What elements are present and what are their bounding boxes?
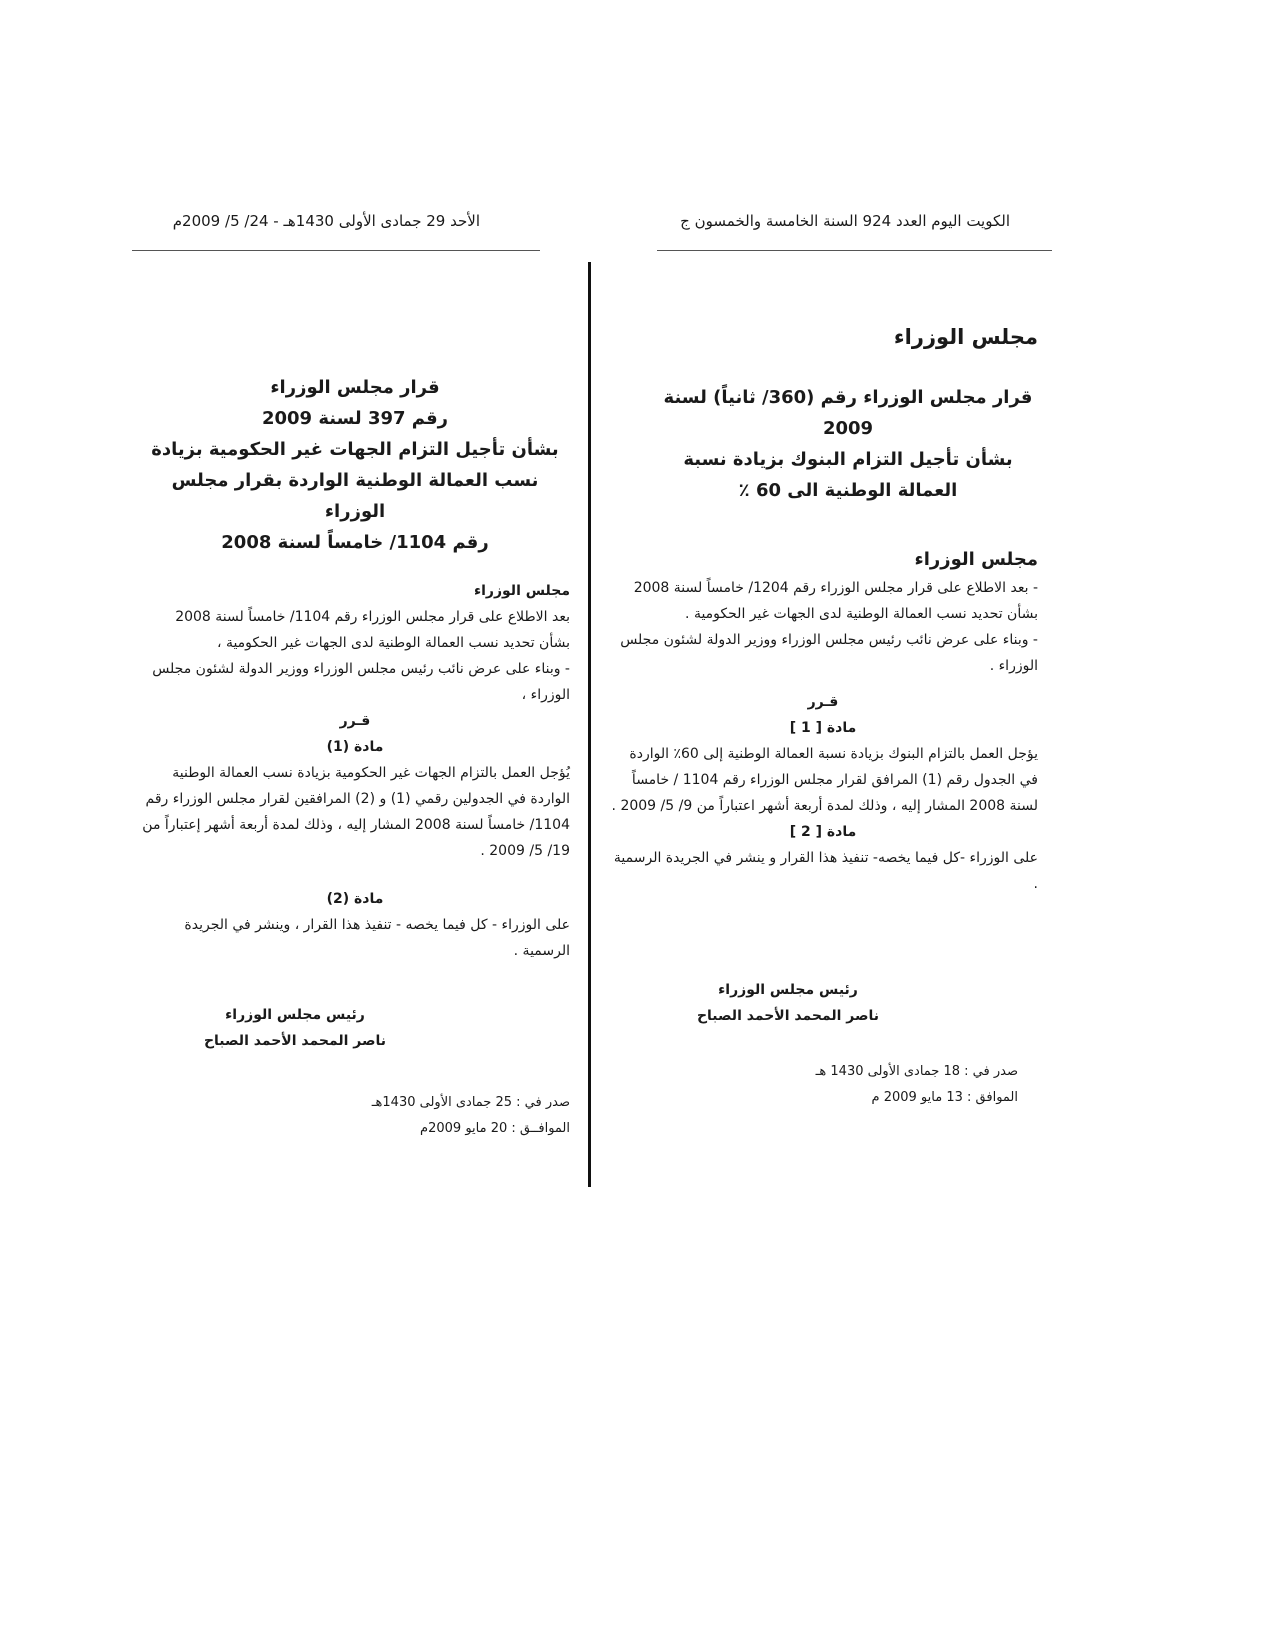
signature-block	[688, 977, 888, 1029]
gazette-date-header: الأحد 29 جمادى الأولى 1430هـ - 24/ 5/ 2009م	[172, 212, 480, 230]
preamble-paragraph: - بعد الاطلاع على قرار مجلس الوزراء رقم 1204/ خامساً لسنة 2008 بشأن تحديد نسب العمالة الوطنية لدى الجهات غير الحكومية .	[633, 580, 1038, 622]
section-heading: مجلس الوزراء	[893, 325, 1038, 349]
issued-hijri: صدر في : 18 جمادى الأولى 1430 هـ	[815, 1064, 1018, 1079]
article-heading: مادة (2)	[326, 891, 384, 907]
article-heading: مادة [ 2 ]	[789, 824, 857, 840]
article-text: على الوزراء -كل فيما يخصه- تنفيذ هذا القرار و ينشر في الجريدة الرسمية .	[613, 850, 1038, 892]
article-text: يُؤجل العمل بالتزام الجهات غير الحكومية بزيادة نسب العمالة الوطنية الواردة في الجدولين رقمي (1) و (2) المرافقين لقرار مجلس الوزراء رقم 1104/ خامساً لسنة 2008 المشار إليه ، وذلك لمدة أربعة أشهر إعتباراً من 19/ 5/ 2009 .	[142, 765, 570, 859]
issued-gregorian: الموافق : 13 مايو 2009 م	[871, 1090, 1018, 1105]
decision-title-block	[140, 372, 570, 558]
decision-subject-line: رقم 1104/ خامساً لسنة 2008	[221, 532, 489, 553]
signature-title: رئيس مجلس الوزراء	[225, 1007, 365, 1023]
preamble-paragraph: بعد الاطلاع على قرار مجلس الوزراء رقم 1104/ خامساً لسنة 2008 بشأن تحديد نسب العمالة الوطنية لدى الجهات غير الحكومية ،	[175, 609, 570, 651]
article-heading: مادة (1)	[326, 739, 384, 755]
header-rule-right	[657, 250, 1052, 251]
signature-name: ناصر المحمد الأحمد الصباح	[696, 1008, 880, 1024]
signature-block	[195, 1002, 395, 1054]
decided-label: قـرر	[339, 713, 371, 729]
article-text: يؤجل العمل بالتزام البنوك بزيادة نسبة العمالة الوطنية إلى 60٪ الواردة في الجدول رقم (1) المرافق لقرار مجلس الوزراء رقم 1104 / خامساً لسنة 2008 المشار إليه ، وذلك لمدة أربعة أشهر اعتباراً من 9/ 5/ 2009 .	[611, 746, 1038, 814]
article-heading: مادة [ 1 ]	[789, 720, 857, 736]
decision-subject-line: بشأن تأجيل التزام الجهات غير الحكومية بزيادة	[151, 439, 559, 460]
issue-date-block	[608, 1059, 1018, 1111]
council-heading: مجلس الوزراء	[473, 583, 570, 599]
gazette-issue-header: الكويت اليوم العدد 924 السنة الخامسة والخمسون ج	[680, 212, 1010, 230]
left-column	[140, 372, 570, 1142]
column-divider	[588, 262, 591, 1187]
signature-name: ناصر المحمد الأحمد الصباح	[203, 1033, 387, 1049]
issued-gregorian: الموافــق : 20 مايو 2009م	[420, 1121, 570, 1136]
article-text: على الوزراء - كل فيما يخصه - تنفيذ هذا القرار ، وينشر في الجريدة الرسمية .	[184, 917, 570, 959]
decision-number: رقم 397 لسنة 2009	[261, 408, 449, 429]
issue-date-block	[140, 1090, 570, 1142]
decision-subject-line: نسب العمالة الوطنية الواردة بقرار مجلس الوزراء	[171, 470, 539, 522]
issued-hijri: صدر في : 25 جمادى الأولى 1430هـ	[371, 1095, 570, 1110]
decision-title-block	[658, 382, 1038, 506]
decision-subject-line: بشأن تأجيل التزام البنوك بزيادة نسبة	[683, 449, 1013, 470]
council-heading: مجلس الوزراء	[914, 549, 1038, 570]
decided-label: قـرر	[807, 694, 839, 710]
decision-title: قرار مجلس الوزراء رقم (360/ ثانياً) لسنة 2009	[663, 387, 1033, 439]
header-rule-left	[132, 250, 540, 251]
signature-title: رئيس مجلس الوزراء	[718, 982, 858, 998]
decision-subject-line: العمالة الوطنية الى 60 ٪	[738, 480, 958, 501]
decision-title: قرار مجلس الوزراء	[270, 377, 440, 398]
preamble-paragraph: - وبناء على عرض نائب رئيس مجلس الوزراء ووزير الدولة لشئون مجلس الوزراء .	[620, 632, 1038, 674]
preamble-paragraph: - وبناء على عرض نائب رئيس مجلس الوزراء ووزير الدولة لشئون مجلس الوزراء ،	[152, 661, 570, 703]
right-column	[608, 320, 1038, 1111]
